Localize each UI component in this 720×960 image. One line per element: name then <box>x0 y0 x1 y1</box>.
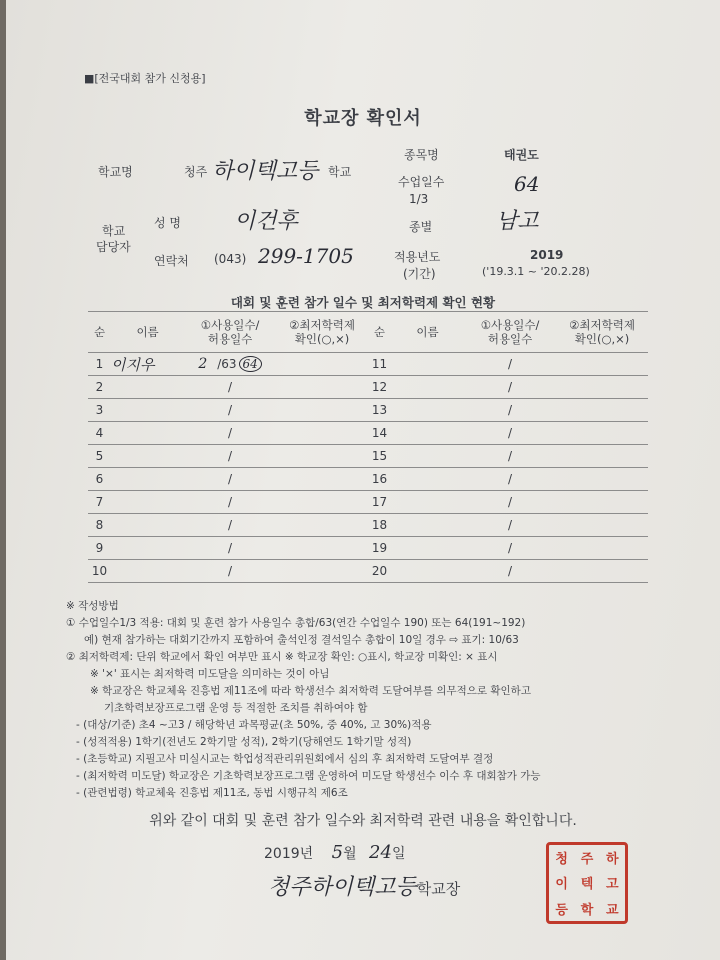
table-row: 8 / 18 / <box>88 514 648 537</box>
instruction-line: 기초학력보장프로그램 운영 등 적절한 조치를 취하여야 함 <box>104 702 368 714</box>
row1-circled-handwritten: 64 <box>239 356 262 372</box>
instruction-line: - (성적적용) 1학기(전년도 2학기말 성적), 2학기(당해연도 1학기말 성적) <box>76 736 412 748</box>
table-row: 3 / 13 / <box>88 399 648 422</box>
manager-label-2: 담당자 <box>96 240 131 254</box>
instruction-line: - (초등학교) 지필고사 미실시교는 학업성적관리위원회에서 심의 후 최저학력 도달여부 결정 <box>76 753 494 765</box>
header-used-days-right: ①사용일수/ 허용일수 <box>464 312 556 353</box>
contact-label: 연락처 <box>154 254 189 268</box>
header-no-right: 순 <box>368 312 391 353</box>
instruction-line: - (대상/기준) 초4 ~고3 / 해당학년 과목평균(초 50%, 중 40%, 고 30%)적용 <box>76 719 432 731</box>
row1-allowed: /63 <box>217 357 237 371</box>
table-row: 10 / 20 / <box>88 560 648 583</box>
table-row: 6 / 16 / <box>88 468 648 491</box>
date-day-label: 일 <box>391 846 406 862</box>
date-day-handwritten: 24 <box>369 842 392 863</box>
date-month-label: 월 <box>343 846 357 862</box>
row1-used-handwritten: 2 <box>198 356 208 372</box>
header-used-days: ①사용일수/ 허용일수 <box>184 312 276 353</box>
table-row: 5 / 15 / <box>88 445 648 468</box>
instruction-line: ① 수업일수1/3 적용: 대회 및 훈련 참가 사용일수 총합/63(연간 수업일수 190) 또는 64(191~192) <box>66 617 526 629</box>
gender-handwritten: 남고 <box>496 209 539 234</box>
table-row: 9 / 19 / <box>88 537 648 560</box>
table-row: 2 / 12 / <box>88 376 648 399</box>
table-row: 7 / 17 / <box>88 491 648 514</box>
form-tag: ■[전국대회 참가 신청용] <box>84 72 206 85</box>
apply-year-label: 적용년도 <box>394 250 441 264</box>
school-name-label: 학교명 <box>98 165 133 179</box>
table-header-row <box>88 312 648 353</box>
sport-label: 종목명 <box>404 148 439 162</box>
sport-value: 태권도 <box>504 148 539 162</box>
row1-name-handwritten: 이지우 <box>110 355 155 374</box>
manager-name-handwritten: 이건후 <box>234 209 298 234</box>
instruction-line: ※ '×' 표시는 최저학력 미도달을 의미하는 것이 아님 <box>90 668 330 680</box>
apply-year-value: 2019 <box>530 248 564 262</box>
school-name-handwritten: 하이텍고등 <box>212 159 319 184</box>
signature-handwritten: 청주하이텍고등 <box>268 875 417 900</box>
name-label: 성 명 <box>154 216 181 230</box>
principal-signature <box>268 870 460 901</box>
document-title: 학교장 확인서 <box>304 108 422 129</box>
instruction-line: - (최저학력 미도달) 학교장은 기초학력보장프로그램 운영하여 미도달 학생선수 이수 후 대회참가 가능 <box>76 770 541 782</box>
table-title: 대회 및 훈련 참가 일수 및 최저학력제 확인 현황 <box>230 295 496 310</box>
date-month-handwritten: 5 <box>331 842 344 863</box>
header-no: 순 <box>88 312 111 353</box>
instructions-title: ※ 작성방법 <box>66 600 119 612</box>
official-seal: 청 주 하 이 텍 고 등 학 교 <box>546 842 628 924</box>
confirmation-text: 위와 같이 대회 및 훈련 참가 일수와 최저학력 관련 내용을 확인합니다. <box>149 813 577 829</box>
date-year: 2019년 <box>264 846 314 862</box>
gender-label: 종별 <box>409 220 433 234</box>
header-min-academic: ②최저학력제 확인(○,×) <box>276 312 368 353</box>
class-days-label: 수업일수 <box>398 175 445 189</box>
table-row: 1 이지우 2 /63 64 11 / <box>88 353 648 376</box>
instructions <box>66 598 706 802</box>
header-name: 이름 <box>111 312 184 353</box>
participation-table <box>88 311 648 583</box>
signature-suffix: 학교장 <box>416 880 461 898</box>
header-min-academic-right: ②최저학력제 확인(○,×) <box>556 312 648 353</box>
school-suffix: 학교 <box>328 165 352 179</box>
class-days-handwritten: 64 <box>514 172 540 196</box>
header-name-right: 이름 <box>391 312 464 353</box>
table-row: 4 / 14 / <box>88 422 648 445</box>
instruction-line: 예) 현재 참가하는 대회기간까지 포함하여 출석인정 결석일수 총합이 10일 경우 ⇨ 표기: 10/63 <box>84 634 519 646</box>
manager-label: 학교 <box>102 224 126 238</box>
instruction-line: ② 최저학력제: 단위 학교에서 확인 여부만 표시 ※ 학교장 확인: ○표시, 학교장 미확인: × 표시 <box>66 651 498 663</box>
apply-period-label: (기간) <box>403 267 436 281</box>
issue-date <box>264 842 405 863</box>
apply-period-value: ('19.3.1 ~ '20.2.28) <box>482 265 590 278</box>
document-page <box>6 0 720 960</box>
school-region: 청주 <box>184 165 208 179</box>
instruction-line: - (관련법령) 학교체육 진흥법 제11조, 동법 시행규칙 제6조 <box>76 787 348 799</box>
contact-number-handwritten: 299-1705 <box>258 244 354 268</box>
contact-area-code: (043) <box>214 252 247 266</box>
instruction-line: ※ 학교장은 학교체육 진흥법 제11조에 따라 학생선수 최저학력 도달여부를 의무적으로 확인하고 <box>90 685 531 697</box>
class-days-ratio: 1/3 <box>409 192 429 206</box>
